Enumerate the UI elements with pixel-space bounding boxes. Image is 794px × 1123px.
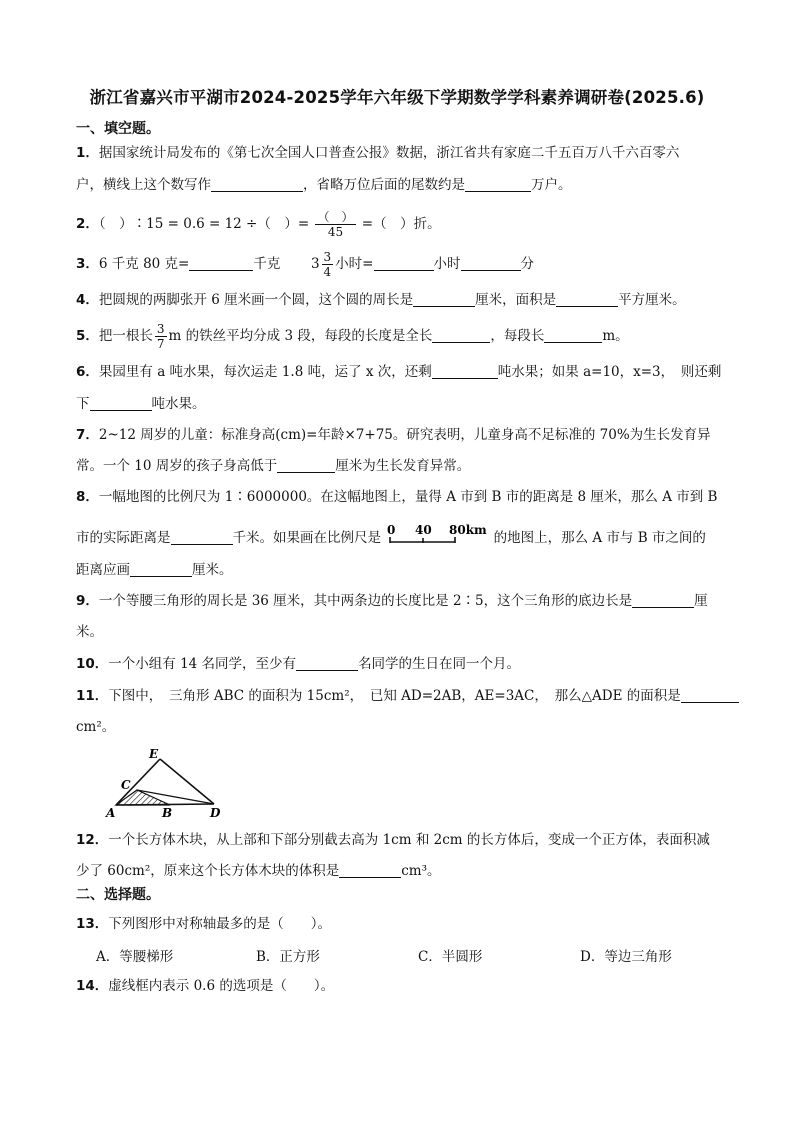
label-d: D: [210, 806, 221, 820]
question-text: 2~12 周岁的儿童：标准身高(cm)=年龄×7+75。研究表明，儿童身高不足标准的 70%为生长发育异: [98, 427, 711, 443]
answer-blank[interactable]: [432, 327, 490, 343]
question-6-line-2: [76, 394, 206, 414]
question-11-line-1: [76, 686, 739, 706]
question-14: [76, 976, 334, 996]
fraction: [155, 322, 167, 351]
question-11-line-2: [76, 717, 115, 737]
question-1-line-1: [76, 143, 679, 163]
segment-ad: [116, 804, 214, 805]
question-text: 虚线框内表示 0.6 的选项是（ ）。: [108, 978, 335, 994]
question-number: 13．: [76, 916, 109, 932]
question-number: 9．: [76, 593, 99, 609]
answer-blank[interactable]: [296, 655, 358, 671]
question-text: 小时: [433, 256, 461, 272]
question-text: 下列图形中对称轴最多的是（ ）。: [108, 916, 332, 932]
answer-blank[interactable]: [277, 457, 335, 473]
question-text: 距离应画: [76, 562, 130, 578]
question-text: =（ ）折。: [361, 216, 441, 232]
question-text: 小时=: [335, 256, 374, 272]
question-7-line-1: [76, 425, 711, 445]
question-number: 10．: [76, 656, 109, 672]
question-number: 3．: [76, 256, 99, 272]
question-text: 一个等腰三角形的周长是 36 厘米，其中两条边的长度比是 2∶5，这个三角形的底边长是: [98, 593, 633, 609]
answer-blank[interactable]: [544, 327, 602, 343]
question-text: 的地图上，那么 A 市与 B 市之间的: [493, 530, 706, 546]
question-text: m。: [602, 328, 629, 344]
question-6-line-1: [76, 362, 721, 382]
question-8-line-2: [76, 523, 706, 549]
question-text: 千克: [253, 256, 281, 272]
question-text: 一个小组有 14 名同学，至少有: [108, 656, 297, 672]
question-number: 12．: [76, 832, 109, 848]
fraction: [315, 210, 355, 239]
question-text: cm²。: [76, 719, 116, 735]
answer-blank[interactable]: [90, 395, 152, 411]
answer-blank[interactable]: [461, 255, 521, 271]
question-text: 厘米。: [192, 562, 233, 578]
question-text: 名同学的生日在同一个月。: [358, 656, 521, 672]
question-text: 厘米为生长发育异常。: [335, 458, 471, 474]
choice-a[interactable]: A．等腰梯形: [96, 949, 174, 965]
question-text: 米。: [76, 624, 103, 640]
fraction: [322, 250, 334, 279]
question-9-line-2: [76, 622, 103, 642]
question-text: 把一根长: [98, 328, 153, 344]
question-number: 14．: [76, 978, 109, 994]
question-text: 市的实际距离是: [76, 530, 171, 546]
question-number: 8．: [76, 489, 99, 505]
fraction-denominator: 45: [327, 225, 344, 239]
question-text: 常。一个 10 周岁的孩子身高低于: [76, 458, 278, 474]
question-1-line-2: [76, 175, 572, 195]
answer-blank[interactable]: [339, 862, 401, 878]
question-number: 6．: [76, 364, 99, 380]
question-number: 5．: [76, 328, 99, 344]
question-text: cm³。: [401, 863, 441, 879]
label-c: C: [121, 778, 131, 792]
question-number: 4．: [76, 292, 99, 308]
label-b: B: [162, 806, 173, 820]
question-4: [76, 290, 686, 310]
question-number: 2．: [76, 216, 99, 232]
answer-blank[interactable]: [189, 255, 253, 271]
question-number: 7．: [76, 427, 99, 443]
section-heading-fill-blank: 一、填空题。: [76, 121, 160, 137]
question-text: 一幅地图的比例尺为 1∶6000000。在这幅地图上，量得 A 市到 B 市的距离是 8 厘米，那么 A 市到 B: [98, 489, 718, 505]
question-text: 千米。如果画在比例尺是: [232, 530, 381, 546]
question-text: 6 千克 80 克=: [98, 256, 190, 272]
question-text: ，省略万位后面的尾数约是: [303, 177, 465, 193]
choice-d[interactable]: D．等边三角形: [580, 949, 672, 965]
question-text: 分: [520, 256, 534, 272]
page-title: 浙江省嘉兴市平湖市2024-2025学年六年级下学期数学学科素养调研卷(2025.6): [89, 88, 705, 107]
fraction-denominator: 4: [323, 265, 332, 279]
question-text: 的铁丝平均分成 3 段，每段的长度是全长: [185, 328, 433, 344]
fraction-numerator: 3: [323, 250, 332, 264]
answer-blank[interactable]: [632, 592, 694, 608]
question-text: 少了 60cm²，原来这个长方体木块的体积是: [76, 863, 340, 879]
question-text: 果园里有 a 吨水果，每次运走 1.8 吨，运了 x 次，还剩: [98, 364, 432, 380]
question-2: [76, 210, 441, 239]
scale-bar: [385, 523, 489, 549]
scale-label-0: 0: [387, 523, 396, 537]
question-text: 厘: [694, 593, 708, 609]
question-10: [76, 654, 520, 674]
question-number: 1．: [76, 145, 99, 161]
answer-blank[interactable]: [681, 687, 739, 703]
scale-label-40: 40: [415, 523, 432, 537]
section-heading-multiple-choice: 二、选择题。: [76, 887, 160, 903]
question-text: 下: [76, 396, 90, 412]
question-text: ，每段长: [490, 328, 545, 344]
label-a: A: [106, 806, 116, 820]
answer-blank[interactable]: [432, 363, 498, 379]
fraction-numerator: （ ）: [317, 210, 354, 224]
question-text: 平方厘米。: [618, 292, 686, 308]
question-text: 吨水果；如果 a=10，x=3， 则还剩: [497, 364, 722, 380]
question-7-line-2: [76, 456, 470, 476]
scale-label-80: 80km: [449, 523, 488, 537]
question-8-line-1: [76, 487, 717, 507]
question-5: [76, 322, 629, 351]
question-number: 11．: [76, 688, 109, 704]
question-12-line-1: [76, 830, 710, 850]
question-text: 下图中， 三角形 ABC 的面积为 15cm²， 已知 AD=2AB，AE=3AC， 那么△ADE 的面积是: [108, 688, 681, 704]
answer-blank[interactable]: [465, 176, 531, 192]
question-text: 户，横线上这个数写作: [76, 177, 211, 193]
fraction-numerator: 3: [156, 322, 165, 336]
answer-blank[interactable]: [374, 255, 434, 271]
question-text: 厘米，面积是: [475, 292, 557, 308]
mixed-number-whole: 3: [310, 256, 320, 272]
segment-ed: [160, 759, 214, 804]
question-12-line-2: [76, 861, 441, 881]
answer-blank[interactable]: [211, 176, 303, 192]
answer-blank[interactable]: [556, 291, 618, 307]
question-text: 万户。: [531, 177, 572, 193]
question-text: 据国家统计局发布的《第七次全国人口普查公报》数据，浙江省共有家庭二千五百万八千六百零六: [98, 145, 680, 161]
question-8-line-3: [76, 560, 233, 580]
question-text: 把圆规的两脚张开 6 厘米画一个圆，这个圆的周长是: [98, 292, 414, 308]
question-9-line-1: [76, 591, 708, 611]
answer-blank[interactable]: [171, 529, 233, 545]
answer-blank[interactable]: [413, 291, 475, 307]
question-13: [76, 914, 331, 934]
choice-b[interactable]: B．正方形: [256, 949, 320, 965]
triangle-figure: [104, 745, 234, 821]
fraction-denominator: 7: [156, 337, 165, 351]
unit-label: m: [168, 328, 182, 344]
answer-blank[interactable]: [130, 561, 192, 577]
question-text: 一个长方体木块，从上部和下部分别截去高为 1cm 和 2cm 的长方体后，变成一个正方体，表面积减: [108, 832, 710, 848]
choice-c[interactable]: C．半圆形: [418, 949, 483, 965]
question-text: （ ）∶15 = 0.6 = 12 ÷（ ）=: [98, 216, 310, 232]
label-e: E: [149, 747, 159, 761]
question-text: 吨水果。: [151, 396, 206, 412]
question-3: [76, 250, 534, 279]
